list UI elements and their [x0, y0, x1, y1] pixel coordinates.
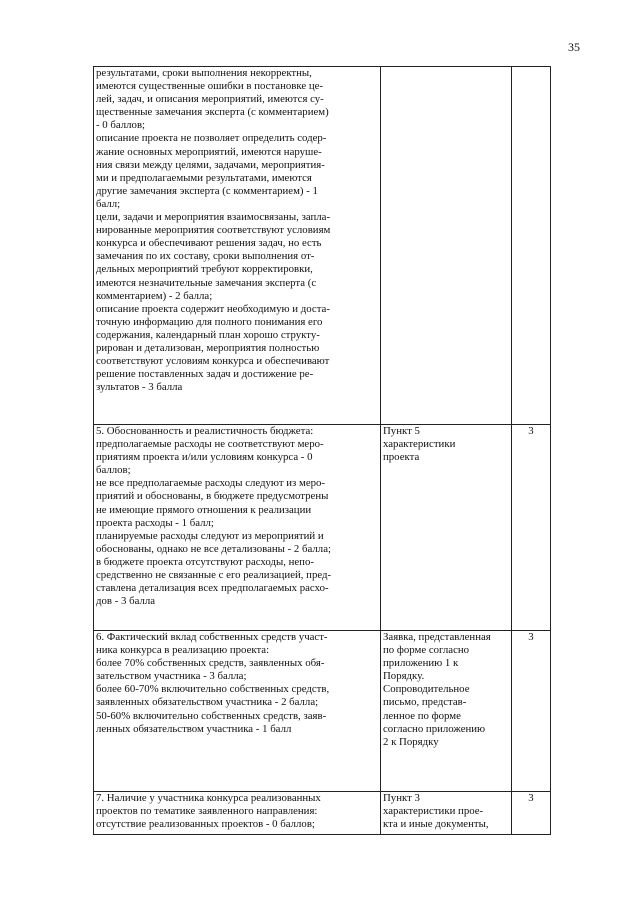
criterion-line: ника конкурса в реализацию проекта:: [96, 644, 270, 657]
criterion-line: ленных обязательством участника - 1 балл: [96, 722, 292, 735]
source-cell: [381, 631, 512, 792]
criterion-line: точную информацию для полного понимания его: [96, 315, 323, 328]
criterion-line: проектов по тематике заявленного направления:: [96, 805, 318, 818]
criterion-line: описание проекта содержит необходимую и доста-: [96, 302, 330, 315]
criterion-line: жание основных мероприятий, имеются наруше-: [96, 145, 322, 158]
criterion-line: зательством участника - 3 балла;: [96, 670, 247, 683]
source-line: ленное по форме: [383, 709, 461, 722]
criterion-line: проекта расходы - 1 балл;: [96, 516, 214, 529]
criterion-line: комментарием) - 2 балла;: [96, 289, 213, 302]
table-row: [94, 67, 551, 425]
source-line: приложению 1 к: [383, 657, 459, 670]
score-cell: [512, 67, 551, 425]
criterion-line: другие замечания эксперта (с комментарием) - 1: [96, 184, 318, 197]
criterion-line: не имеющие прямого отношения к реализации: [96, 503, 312, 516]
criterion-cell: [94, 631, 381, 792]
criterion-line: не все предполагаемые расходы следуют из меро-: [96, 477, 326, 490]
criterion-line: зультатов - 3 балла: [96, 381, 183, 394]
criterion-cell: [94, 425, 381, 631]
criterion-line: отсутствие реализованных проектов - 0 баллов;: [96, 818, 315, 831]
criterion-line: содержания, календарный план хорошо структу-: [96, 328, 320, 341]
criterion-line: лей, задач, и описания мероприятий, имеются су-: [96, 93, 324, 106]
table-row: [94, 425, 551, 631]
criterion-line: ния связи между целями, задачами, мероприятия-: [96, 158, 325, 171]
page-number: 35: [568, 40, 580, 54]
source-line: согласно приложению: [383, 722, 486, 735]
criterion-line: 7. Наличие у участника конкурса реализованных: [96, 792, 321, 804]
criterion-cell: [94, 792, 381, 835]
source-line: Порядку.: [383, 670, 425, 683]
source-line: Заявка, представленная: [383, 631, 491, 643]
criterion-line: описание проекта не позволяет определить содер-: [96, 132, 327, 145]
criterion-line: имеются существенные ошибки в постановке це-: [96, 80, 323, 93]
criterion-line: приятий и обоснованы, в бюджете предусмотрены: [96, 490, 329, 503]
source-line: Пункт 5: [383, 425, 420, 437]
criterion-line: балл;: [96, 197, 121, 210]
source-line: кта и иные документы,: [383, 818, 489, 831]
criterion-line: предполагаемые расходы не соответствуют меро-: [96, 438, 324, 451]
source-line: 2 к Порядку: [383, 735, 439, 748]
criterion-line: ми и предполагаемыми результатами, имеются: [96, 171, 312, 184]
criterion-line: - 0 баллов;: [96, 119, 146, 132]
criterion-line: рирован и детализован, мероприятия полностью: [96, 341, 320, 354]
criterion-line: в бюджете проекта отсутствуют расходы, непо-: [96, 555, 314, 568]
source-cell: [381, 425, 512, 631]
criterion-line: дельных мероприятий требуют корректировки,: [96, 263, 313, 276]
criterion-line: конкурса и обеспечивают решения задач, но есть: [96, 237, 322, 250]
source-cell: [381, 67, 512, 425]
score-cell: 3: [512, 425, 551, 631]
criterion-line: более 70% собственных средств, заявленных обя-: [96, 657, 325, 670]
criterion-cell: [94, 67, 381, 425]
score-cell: 3: [512, 631, 551, 792]
criterion-line: ставлена детализация всех предполагаемых расхо-: [96, 582, 329, 595]
score-cell: 3: [512, 792, 551, 835]
criterion-line: более 60-70% включительно собственных средств,: [96, 683, 330, 696]
criterion-line: нированные мероприятия соответствуют условиям: [96, 224, 331, 237]
criterion-line: замечания по их составу, сроки выполнения от-: [96, 250, 315, 263]
criterion-line: средственно не связанные с его реализацией, пред-: [96, 569, 332, 582]
source-cell: [381, 792, 512, 835]
criteria-table: [93, 66, 551, 835]
criterion-line: 50-60% включительно собственных средств, заяв-: [96, 709, 327, 722]
criterion-line: цели, задачи и мероприятия взаимосвязаны, запла-: [96, 211, 331, 224]
criterion-line: результатами, сроки выполнения некорректны,: [96, 67, 312, 79]
source-line: Пункт 3: [383, 792, 420, 804]
criterion-line: заявленных обязательством участника - 2 балла;: [96, 696, 319, 709]
source-line: Сопроводительное: [383, 683, 470, 696]
source-line: проекта: [383, 451, 420, 464]
table-row: [94, 631, 551, 792]
criterion-line: планируемые расходы следуют из мероприятий и: [96, 529, 324, 542]
criterion-line: соответствуют условиям конкурса и обеспечивают: [96, 355, 330, 368]
source-line: характеристики прое-: [383, 805, 484, 818]
source-line: по форме согласно: [383, 644, 470, 657]
criterion-line: 5. Обоснованность и реалистичность бюджета:: [96, 425, 314, 437]
criterion-line: дов - 3 балла: [96, 595, 156, 608]
table-row: [94, 792, 551, 835]
source-line: письмо, представ-: [383, 696, 467, 709]
criterion-line: решение поставленных задач и достижение ре-: [96, 368, 314, 381]
source-line: характеристики: [383, 438, 456, 451]
criterion-line: обоснованы, однако не все детализованы - 2 балла;: [96, 542, 331, 555]
criterion-line: имеются незначительные замечания эксперта (с: [96, 276, 317, 289]
criterion-line: баллов;: [96, 464, 131, 477]
criterion-line: 6. Фактический вклад собственных средств участ-: [96, 631, 328, 643]
criterion-line: приятиям проекта и/или условиям конкурса - 0: [96, 451, 313, 464]
criterion-line: щественные замечания эксперта (с комментарием): [96, 106, 329, 119]
